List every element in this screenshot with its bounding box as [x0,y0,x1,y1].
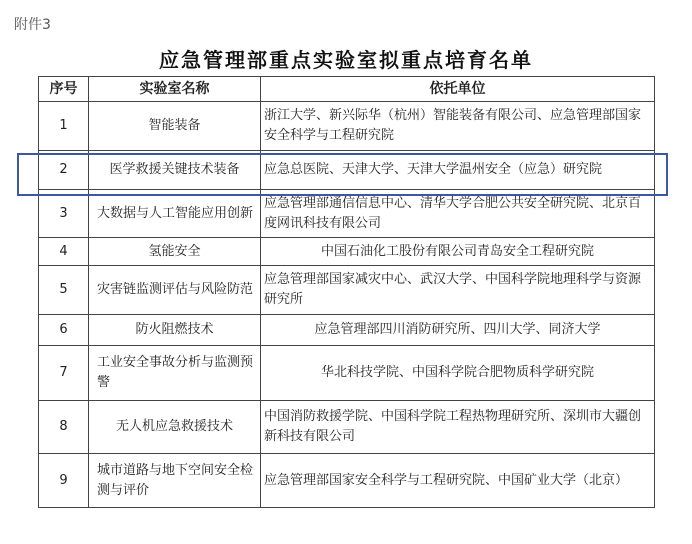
row-number: 7 [39,346,89,401]
lab-name: 防火阻燃技术 [89,315,261,346]
supporting-unit: 应急管理部四川消防研究所、四川大学、同济大学 [261,315,655,346]
lab-name: 医学救援关键技术装备 [89,151,261,190]
supporting-unit: 中国石油化工股份有限公司青岛安全工程研究院 [261,238,655,266]
document-title: 应急管理部重点实验室拟重点培育名单 [159,48,533,72]
table-row [39,151,655,190]
supporting-unit: 应急管理部国家安全科学与工程研究院、中国矿业大学（北京） [261,454,655,508]
supporting-unit: 浙江大学、新兴际华（杭州）智能装备有限公司、应急管理部国家安全科学与工程研究院 [261,102,655,151]
lab-name: 工业安全事故分析与监测预警 [89,346,261,401]
supporting-unit: 应急管理部国家减灾中心、武汉大学、中国科学院地理科学与资源研究所 [261,266,655,315]
header-lab-name: 实验室名称 [89,77,261,102]
supporting-unit: 应急管理部通信信息中心、清华大学合肥公共安全研究院、北京百度网讯科技有限公司 [261,190,655,238]
row-number: 1 [39,102,89,151]
table-row [39,238,655,266]
lab-name: 大数据与人工智能应用创新 [89,190,261,238]
table-row [39,102,655,151]
supporting-unit: 中国消防救援学院、中国科学院工程热物理研究所、深圳市大疆创新科技有限公司 [261,401,655,454]
lab-name: 灾害链监测评估与风险防范 [89,266,261,315]
table-row [39,266,655,315]
header-supporting-unit: 依托单位 [261,77,655,102]
row-number: 4 [39,238,89,266]
row-number: 8 [39,401,89,454]
lab-name: 城市道路与地下空间安全检测与评价 [89,454,261,508]
lab-name: 智能装备 [89,102,261,151]
supporting-unit: 华北科技学院、中国科学院合肥物质科学研究院 [261,346,655,401]
table-row [39,454,655,508]
table-row [39,346,655,401]
row-number: 3 [39,190,89,238]
lab-name: 氢能安全 [89,238,261,266]
header-serial-number: 序号 [39,77,89,102]
table-row [39,315,655,346]
table-row [39,401,655,454]
laboratory-list-table [38,76,655,508]
row-number: 6 [39,315,89,346]
row-number: 2 [39,151,89,190]
supporting-unit: 应急总医院、天津大学、天津大学温州安全（应急）研究院 [261,151,655,190]
row-number: 5 [39,266,89,315]
attachment-label: 附件3 [14,17,51,33]
table-header-row [39,77,655,102]
row-number: 9 [39,454,89,508]
table-row [39,190,655,238]
lab-name: 无人机应急救援技术 [89,401,261,454]
